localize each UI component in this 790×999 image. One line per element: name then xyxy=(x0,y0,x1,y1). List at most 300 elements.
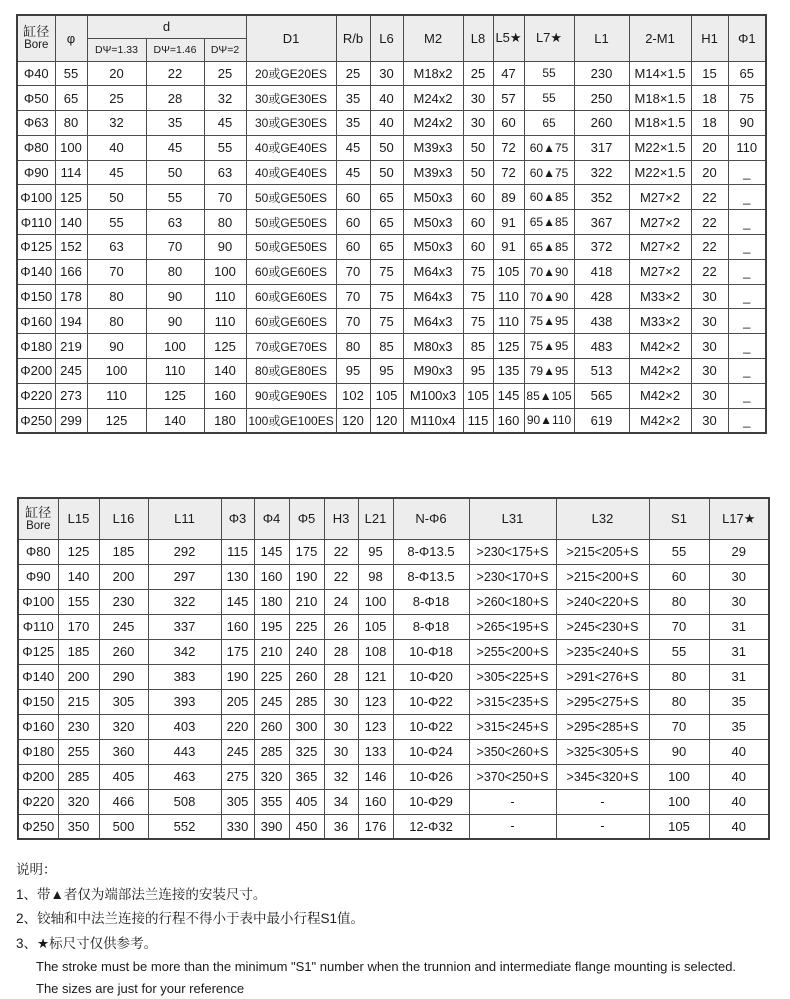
header-H1: H1 xyxy=(691,15,728,61)
table-row xyxy=(17,61,766,86)
value-cell: 123 xyxy=(358,689,393,714)
value-cell: 110 xyxy=(87,383,146,408)
value-cell: 70▲90 xyxy=(524,259,574,284)
value-cell: 297 xyxy=(148,564,221,589)
header-Phi1: Φ1 xyxy=(728,15,766,61)
value-cell: 317 xyxy=(574,135,629,160)
value-cell: 30或GE30ES xyxy=(246,86,336,111)
value-cell: 70 xyxy=(87,259,146,284)
value-cell: M64x3 xyxy=(403,309,463,334)
value-cell: 125 xyxy=(87,408,146,433)
value-cell: 45 xyxy=(146,135,204,160)
value-cell: M27×2 xyxy=(629,210,691,235)
value-cell: 260 xyxy=(99,639,148,664)
value-cell: 30 xyxy=(709,589,769,614)
value-cell: 60或GE60ES xyxy=(246,284,336,309)
bore-cell: Φ50 xyxy=(17,86,55,111)
value-cell: 25 xyxy=(204,61,246,86)
value-cell: M42×2 xyxy=(629,334,691,359)
bore-cell: Φ220 xyxy=(17,383,55,408)
value-cell: 365 xyxy=(289,764,324,789)
value-cell: 195 xyxy=(254,614,289,639)
header-Phi5: Φ5 xyxy=(289,498,324,539)
table-row xyxy=(18,614,769,639)
value-cell: 32 xyxy=(87,111,146,136)
value-cell: 80 xyxy=(87,309,146,334)
value-cell: 152 xyxy=(55,235,87,260)
value-cell: 145 xyxy=(493,383,524,408)
value-cell: 65 xyxy=(524,111,574,136)
value-cell: 60 xyxy=(463,235,493,260)
value-cell: 176 xyxy=(358,814,393,839)
value-cell: 123 xyxy=(358,714,393,739)
value-cell: 60 xyxy=(463,185,493,210)
value-cell: 90 xyxy=(146,284,204,309)
value-cell: 100 xyxy=(649,789,709,814)
header-NPhi6: N-Φ6 xyxy=(393,498,469,539)
value-cell: M18×1.5 xyxy=(629,86,691,111)
value-cell: 110 xyxy=(728,135,766,160)
header-bore xyxy=(17,15,55,61)
header-L16: L16 xyxy=(99,498,148,539)
header-L7: L7★ xyxy=(524,15,574,61)
value-cell: 355 xyxy=(254,789,289,814)
value-cell: 90 xyxy=(649,739,709,764)
bore-cell: Φ90 xyxy=(17,160,55,185)
value-cell: 95 xyxy=(358,539,393,564)
value-cell: 20 xyxy=(87,61,146,86)
table-2-body xyxy=(18,539,769,839)
value-cell: 10-Φ22 xyxy=(393,714,469,739)
value-cell: 322 xyxy=(574,160,629,185)
value-cell: 160 xyxy=(358,789,393,814)
value-cell: 25 xyxy=(463,61,493,86)
value-cell: 178 xyxy=(55,284,87,309)
value-cell: >291<276+S xyxy=(556,664,649,689)
value-cell: 210 xyxy=(289,589,324,614)
value-cell: 35 xyxy=(146,111,204,136)
bore-cell: Φ90 xyxy=(18,564,58,589)
value-cell: _ xyxy=(728,334,766,359)
value-cell: 325 xyxy=(289,739,324,764)
value-cell: 8-Φ13.5 xyxy=(393,539,469,564)
value-cell: 110 xyxy=(204,284,246,309)
table-row xyxy=(17,359,766,384)
table-row xyxy=(18,814,769,839)
value-cell: 260 xyxy=(289,664,324,689)
value-cell: 75 xyxy=(463,309,493,334)
value-cell: 463 xyxy=(148,764,221,789)
value-cell: 115 xyxy=(221,539,254,564)
value-cell: 175 xyxy=(289,539,324,564)
value-cell: 75 xyxy=(370,309,403,334)
value-cell: 322 xyxy=(148,589,221,614)
value-cell: 90 xyxy=(728,111,766,136)
table-row xyxy=(17,210,766,235)
value-cell: 30 xyxy=(691,334,728,359)
bore-cell: Φ80 xyxy=(18,539,58,564)
value-cell: 31 xyxy=(709,614,769,639)
value-cell: 55 xyxy=(649,539,709,564)
note-item-2: 2、铰轴和中法兰连接的行程不得小于表中最小行程S1值。 xyxy=(16,907,736,932)
value-cell: 155 xyxy=(58,589,99,614)
value-cell: 85▲105 xyxy=(524,383,574,408)
value-cell: 513 xyxy=(574,359,629,384)
value-cell: 100 xyxy=(649,764,709,789)
table-1-header xyxy=(17,15,766,61)
value-cell: 225 xyxy=(254,664,289,689)
value-cell: 30 xyxy=(324,689,358,714)
value-cell: 10-Φ20 xyxy=(393,664,469,689)
value-cell: 285 xyxy=(289,689,324,714)
value-cell: 200 xyxy=(99,564,148,589)
value-cell: 299 xyxy=(55,408,87,433)
value-cell: M22×1.5 xyxy=(629,135,691,160)
value-cell: 418 xyxy=(574,259,629,284)
bore-cell: Φ250 xyxy=(18,814,58,839)
value-cell: 55 xyxy=(87,210,146,235)
table-2-header-row xyxy=(18,498,769,539)
value-cell: 70 xyxy=(336,284,370,309)
value-cell: M42×2 xyxy=(629,383,691,408)
value-cell: 72 xyxy=(493,160,524,185)
value-cell: 100 xyxy=(55,135,87,160)
value-cell: _ xyxy=(728,185,766,210)
value-cell: 145 xyxy=(254,539,289,564)
value-cell: M33×2 xyxy=(629,309,691,334)
value-cell: 185 xyxy=(99,539,148,564)
value-cell: 98 xyxy=(358,564,393,589)
bore-cell: Φ180 xyxy=(17,334,55,359)
value-cell: _ xyxy=(728,259,766,284)
value-cell: 55 xyxy=(204,135,246,160)
table-row xyxy=(18,689,769,714)
value-cell: 230 xyxy=(99,589,148,614)
value-cell: >235<240+S xyxy=(556,639,649,664)
value-cell: 55 xyxy=(55,61,87,86)
value-cell: 50 xyxy=(463,135,493,160)
bore-cell: Φ200 xyxy=(17,359,55,384)
table-row xyxy=(18,589,769,614)
value-cell: 60▲75 xyxy=(524,160,574,185)
value-cell: 30 xyxy=(691,359,728,384)
value-cell: 255 xyxy=(58,739,99,764)
value-cell: 30 xyxy=(709,564,769,589)
value-cell: 60 xyxy=(336,185,370,210)
value-cell: 55 xyxy=(649,639,709,664)
value-cell: 30 xyxy=(691,408,728,433)
bore-cell: Φ140 xyxy=(17,259,55,284)
value-cell: - xyxy=(469,789,556,814)
value-cell: 90 xyxy=(204,235,246,260)
value-cell: 40 xyxy=(87,135,146,160)
value-cell: M42×2 xyxy=(629,359,691,384)
value-cell: 75 xyxy=(463,284,493,309)
value-cell: 146 xyxy=(358,764,393,789)
value-cell: 65▲85 xyxy=(524,235,574,260)
bore-cell: Φ180 xyxy=(18,739,58,764)
value-cell: 90或GE90ES xyxy=(246,383,336,408)
value-cell: 91 xyxy=(493,210,524,235)
value-cell: 10-Φ24 xyxy=(393,739,469,764)
value-cell: 50或GE50ES xyxy=(246,185,336,210)
header-bore-2-en: Bore xyxy=(20,520,57,533)
value-cell: 190 xyxy=(289,564,324,589)
dimension-table-1 xyxy=(16,14,767,434)
value-cell: _ xyxy=(728,359,766,384)
value-cell: 133 xyxy=(358,739,393,764)
value-cell: _ xyxy=(728,210,766,235)
bore-cell: Φ140 xyxy=(18,664,58,689)
table-row xyxy=(17,408,766,433)
bore-cell: Φ110 xyxy=(17,210,55,235)
value-cell: 125 xyxy=(55,185,87,210)
value-cell: M22×1.5 xyxy=(629,160,691,185)
value-cell: 300 xyxy=(289,714,324,739)
header-d-sub-1: DΨ=1.33 xyxy=(87,38,146,61)
value-cell: M42×2 xyxy=(629,408,691,433)
value-cell: 30 xyxy=(691,309,728,334)
value-cell: 405 xyxy=(289,789,324,814)
table-1-body xyxy=(17,61,766,433)
value-cell: >325<305+S xyxy=(556,739,649,764)
value-cell: 65▲85 xyxy=(524,210,574,235)
header-2M1: 2-M1 xyxy=(629,15,691,61)
value-cell: 63 xyxy=(87,235,146,260)
value-cell: 108 xyxy=(358,639,393,664)
value-cell: 60 xyxy=(336,210,370,235)
value-cell: M64x3 xyxy=(403,284,463,309)
header-bore-2-cn: 缸径 xyxy=(20,505,57,520)
value-cell: M24x2 xyxy=(403,111,463,136)
value-cell: 85 xyxy=(370,334,403,359)
value-cell: 320 xyxy=(58,789,99,814)
bore-cell: Φ200 xyxy=(18,764,58,789)
value-cell: 367 xyxy=(574,210,629,235)
value-cell: M18x2 xyxy=(403,61,463,86)
value-cell: 22 xyxy=(691,210,728,235)
value-cell: 180 xyxy=(254,589,289,614)
note-item-1: 1、带▲者仅为端部法兰连接的安装尺寸。 xyxy=(16,883,736,908)
value-cell: 60或GE60ES xyxy=(246,259,336,284)
table-row xyxy=(17,86,766,111)
value-cell: 89 xyxy=(493,185,524,210)
value-cell: 20 xyxy=(691,160,728,185)
value-cell: >260<180+S xyxy=(469,589,556,614)
value-cell: 57 xyxy=(493,86,524,111)
value-cell: 220 xyxy=(221,714,254,739)
table-row xyxy=(17,383,766,408)
header-D1: D1 xyxy=(246,15,336,61)
value-cell: 8-Φ18 xyxy=(393,589,469,614)
value-cell: M27×2 xyxy=(629,259,691,284)
value-cell: 372 xyxy=(574,235,629,260)
value-cell: 194 xyxy=(55,309,87,334)
value-cell: 85 xyxy=(463,334,493,359)
value-cell: 443 xyxy=(148,739,221,764)
value-cell: 40 xyxy=(709,764,769,789)
value-cell: 619 xyxy=(574,408,629,433)
value-cell: M50x3 xyxy=(403,185,463,210)
value-cell: 180 xyxy=(204,408,246,433)
value-cell: 55 xyxy=(524,61,574,86)
value-cell: 140 xyxy=(146,408,204,433)
header-M2: M2 xyxy=(403,15,463,61)
value-cell: - xyxy=(556,789,649,814)
value-cell: >295<285+S xyxy=(556,714,649,739)
value-cell: >315<235+S xyxy=(469,689,556,714)
value-cell: 65 xyxy=(370,235,403,260)
value-cell: _ xyxy=(728,408,766,433)
value-cell: >240<220+S xyxy=(556,589,649,614)
value-cell: 30 xyxy=(324,739,358,764)
value-cell: 72 xyxy=(493,135,524,160)
value-cell: 18 xyxy=(691,111,728,136)
value-cell: 360 xyxy=(99,739,148,764)
value-cell: 60 xyxy=(649,564,709,589)
value-cell: 35 xyxy=(336,111,370,136)
table-row xyxy=(18,639,769,664)
value-cell: 115 xyxy=(463,408,493,433)
value-cell: 20 xyxy=(691,135,728,160)
value-cell: 60或GE60ES xyxy=(246,309,336,334)
table-row xyxy=(17,259,766,284)
bore-cell: Φ125 xyxy=(17,235,55,260)
value-cell: 80 xyxy=(649,689,709,714)
header-L8: L8 xyxy=(463,15,493,61)
value-cell: M39x3 xyxy=(403,160,463,185)
table-1-header-row-1 xyxy=(17,15,766,38)
value-cell: 330 xyxy=(221,814,254,839)
value-cell: 22 xyxy=(146,61,204,86)
value-cell: M27×2 xyxy=(629,235,691,260)
value-cell: 70或GE70ES xyxy=(246,334,336,359)
value-cell: 47 xyxy=(493,61,524,86)
value-cell: 508 xyxy=(148,789,221,814)
value-cell: 166 xyxy=(55,259,87,284)
value-cell: 32 xyxy=(324,764,358,789)
header-Phi3: Φ3 xyxy=(221,498,254,539)
note-english-2: The sizes are just for your reference xyxy=(16,978,736,999)
value-cell: >215<205+S xyxy=(556,539,649,564)
value-cell: 20或GE20ES xyxy=(246,61,336,86)
value-cell: M90x3 xyxy=(403,359,463,384)
value-cell: 30 xyxy=(463,86,493,111)
value-cell: 8-Φ13.5 xyxy=(393,564,469,589)
value-cell: 22 xyxy=(324,539,358,564)
value-cell: 65 xyxy=(55,86,87,111)
value-cell: 245 xyxy=(221,739,254,764)
value-cell: 438 xyxy=(574,309,629,334)
value-cell: M64x3 xyxy=(403,259,463,284)
header-L31: L31 xyxy=(469,498,556,539)
value-cell: 65 xyxy=(370,210,403,235)
value-cell: M33×2 xyxy=(629,284,691,309)
value-cell: 320 xyxy=(99,714,148,739)
table-row xyxy=(17,284,766,309)
value-cell: 100 xyxy=(146,334,204,359)
value-cell: 40或GE40ES xyxy=(246,135,336,160)
value-cell: 31 xyxy=(709,639,769,664)
value-cell: _ xyxy=(728,309,766,334)
value-cell: 36 xyxy=(324,814,358,839)
table-row xyxy=(18,789,769,814)
value-cell: 114 xyxy=(55,160,87,185)
dimension-table-2 xyxy=(17,497,770,840)
value-cell: 125 xyxy=(146,383,204,408)
value-cell: 50 xyxy=(87,185,146,210)
value-cell: 10-Φ18 xyxy=(393,639,469,664)
value-cell: 80 xyxy=(336,334,370,359)
bore-cell: Φ250 xyxy=(17,408,55,433)
value-cell: >245<230+S xyxy=(556,614,649,639)
value-cell: 352 xyxy=(574,185,629,210)
value-cell: 110 xyxy=(493,284,524,309)
value-cell: 22 xyxy=(324,564,358,589)
value-cell: 105 xyxy=(649,814,709,839)
value-cell: 245 xyxy=(254,689,289,714)
header-d-sub-2: DΨ=1.46 xyxy=(146,38,204,61)
value-cell: 29 xyxy=(709,539,769,564)
bore-cell: Φ160 xyxy=(18,714,58,739)
value-cell: 70 xyxy=(146,235,204,260)
value-cell: 403 xyxy=(148,714,221,739)
bore-cell: Φ125 xyxy=(18,639,58,664)
header-L11: L11 xyxy=(148,498,221,539)
value-cell: 219 xyxy=(55,334,87,359)
value-cell: 260 xyxy=(254,714,289,739)
value-cell: 60 xyxy=(463,210,493,235)
value-cell: _ xyxy=(728,235,766,260)
value-cell: _ xyxy=(728,160,766,185)
value-cell: 120 xyxy=(370,408,403,433)
value-cell: >255<200+S xyxy=(469,639,556,664)
bore-cell: Φ220 xyxy=(18,789,58,814)
header-L6: L6 xyxy=(370,15,403,61)
value-cell: 245 xyxy=(55,359,87,384)
table-row xyxy=(17,185,766,210)
value-cell: 34 xyxy=(324,789,358,814)
value-cell: 75 xyxy=(728,86,766,111)
value-cell: 12-Φ32 xyxy=(393,814,469,839)
value-cell: 70 xyxy=(649,714,709,739)
value-cell: M80x3 xyxy=(403,334,463,359)
value-cell: 100 xyxy=(87,359,146,384)
bore-cell: Φ63 xyxy=(17,111,55,136)
table-row xyxy=(18,664,769,689)
value-cell: 120 xyxy=(336,408,370,433)
header-L21: L21 xyxy=(358,498,393,539)
value-cell: 32 xyxy=(204,86,246,111)
value-cell: M24x2 xyxy=(403,86,463,111)
value-cell: 552 xyxy=(148,814,221,839)
value-cell: 125 xyxy=(493,334,524,359)
value-cell: 350 xyxy=(58,814,99,839)
value-cell: 22 xyxy=(691,185,728,210)
value-cell: 22 xyxy=(691,259,728,284)
value-cell: 185 xyxy=(58,639,99,664)
value-cell: >230<170+S xyxy=(469,564,556,589)
value-cell: 405 xyxy=(99,764,148,789)
value-cell: 390 xyxy=(254,814,289,839)
value-cell: 105 xyxy=(493,259,524,284)
value-cell: 205 xyxy=(221,689,254,714)
value-cell: 70 xyxy=(336,309,370,334)
table-row xyxy=(18,539,769,564)
table-row xyxy=(18,564,769,589)
value-cell: 110 xyxy=(493,309,524,334)
header-L5: L5★ xyxy=(493,15,524,61)
